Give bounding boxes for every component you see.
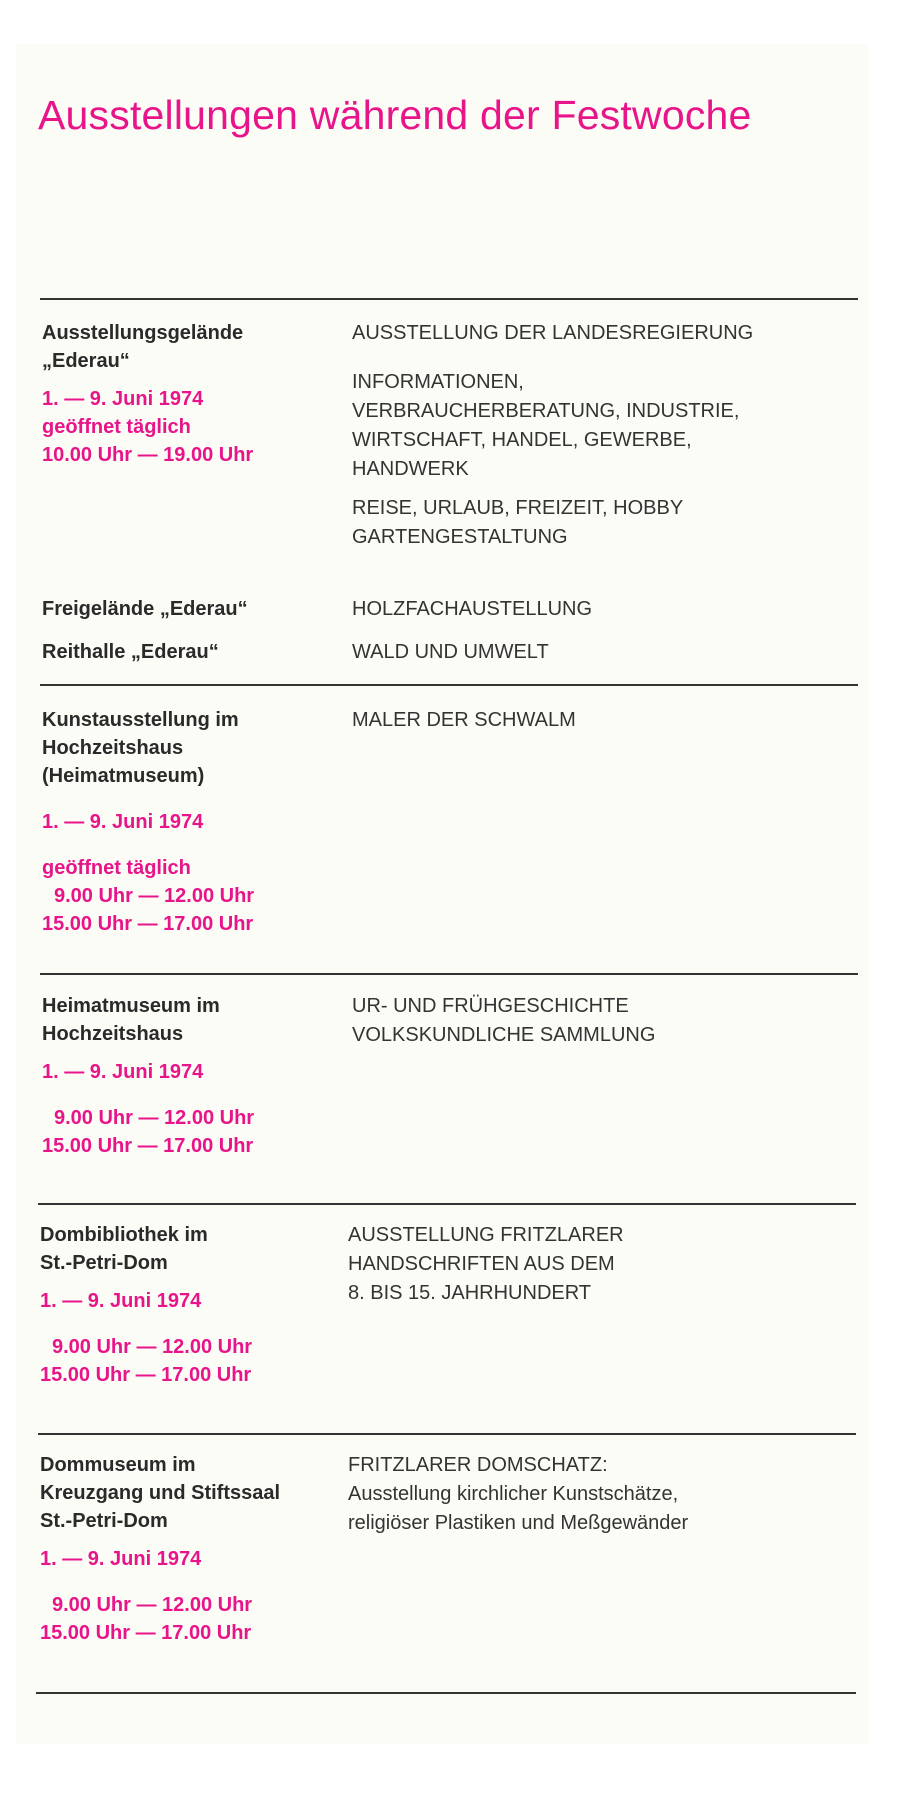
opening-times: 9.00 Uhr — 12.00 Uhr 15.00 Uhr — 17.00 Uhr [42,1107,255,1157]
section-dombibliothek-info [40,1221,330,1389]
divider [36,1692,856,1694]
venue-name: Kunstausstellung im Hochzeitshaus (Heimatmuseum) [42,709,239,787]
venue-name: Heimatmuseum im Hochzeitshaus [42,995,220,1045]
opening-dates: 1. — 9. Juni 1974 [40,1548,202,1570]
divider [40,684,858,686]
section-dommuseum-info [40,1451,330,1647]
opening-dates: 1. — 9. Juni 1974 [40,1290,202,1312]
section-kunstausstellung-content: MALER DER SCHWALM [352,709,576,731]
divider [38,1203,856,1205]
opening-times: geöffnet täglich 9.00 Uhr — 12.00 Uhr 15.00 Uhr — 17.00 Uhr [42,857,255,935]
opening-times: 9.00 Uhr — 12.00 Uhr 15.00 Uhr — 17.00 Uhr [40,1336,253,1386]
exhibition-wald: WALD UND UMWELT [352,641,549,663]
opening-times: 9.00 Uhr — 12.00 Uhr 15.00 Uhr — 17.00 Uhr [40,1594,253,1644]
venue-name: Dombibliothek im St.-Petri-Dom [40,1224,208,1274]
section-heimatmuseum-info [42,992,332,1160]
section-heimatmuseum-content: UR- UND FRÜHGESCHICHTE VOLKSKUNDLICHE SAMMLUNG [352,995,656,1046]
section-dombibliothek-content: AUSSTELLUNG FRITZLARER HANDSCHRIFTEN AUS DEM 8. BIS 15. JAHRHUNDERT [348,1224,624,1304]
section-ederau-info [42,319,332,469]
divider [40,973,858,975]
sub-venue-reithalle: Reithalle „Ederau“ [42,641,219,663]
opening-times: 1. — 9. Juni 1974 geöffnet täglich 10.00 Uhr — 19.00 Uhr [42,388,254,466]
divider [40,298,858,300]
exhibition-title: AUSSTELLUNG DER LANDESREGIERUNG [352,322,754,344]
section-ederau-content [352,319,852,552]
section-kunstausstellung-info [42,706,332,938]
page-title: Ausstellungen während der Festwoche [38,92,752,138]
sub-venue-freigelaende: Freigelände „Ederau“ [42,598,248,620]
exhibition-holz: HOLZFACHAUSTELLUNG [352,598,593,620]
venue-name: Ausstellungsgelände „Ederau“ [42,322,244,372]
section-dommuseum-content: FRITZLARER DOMSCHATZ: Ausstellung kirchlicher Kunstschätze, religiöser Plastiken und Meßgewänder [348,1454,689,1534]
opening-dates: 1. — 9. Juni 1974 [42,811,204,833]
exhibition-topics: INFORMATIONEN, VERBRAUCHERBERATUNG, INDUSTRIE, WIRTSCHAFT, HANDEL, GEWERBE, HANDWERK [352,371,740,480]
opening-dates: 1. — 9. Juni 1974 [42,1061,204,1083]
divider [38,1433,856,1435]
exhibition-topics-leisure: REISE, URLAUB, FREIZEIT, HOBBY GARTENGESTALTUNG [352,497,684,548]
venue-name: Dommuseum im Kreuzgang und Stiftssaal St.-Petri-Dom [40,1454,281,1532]
